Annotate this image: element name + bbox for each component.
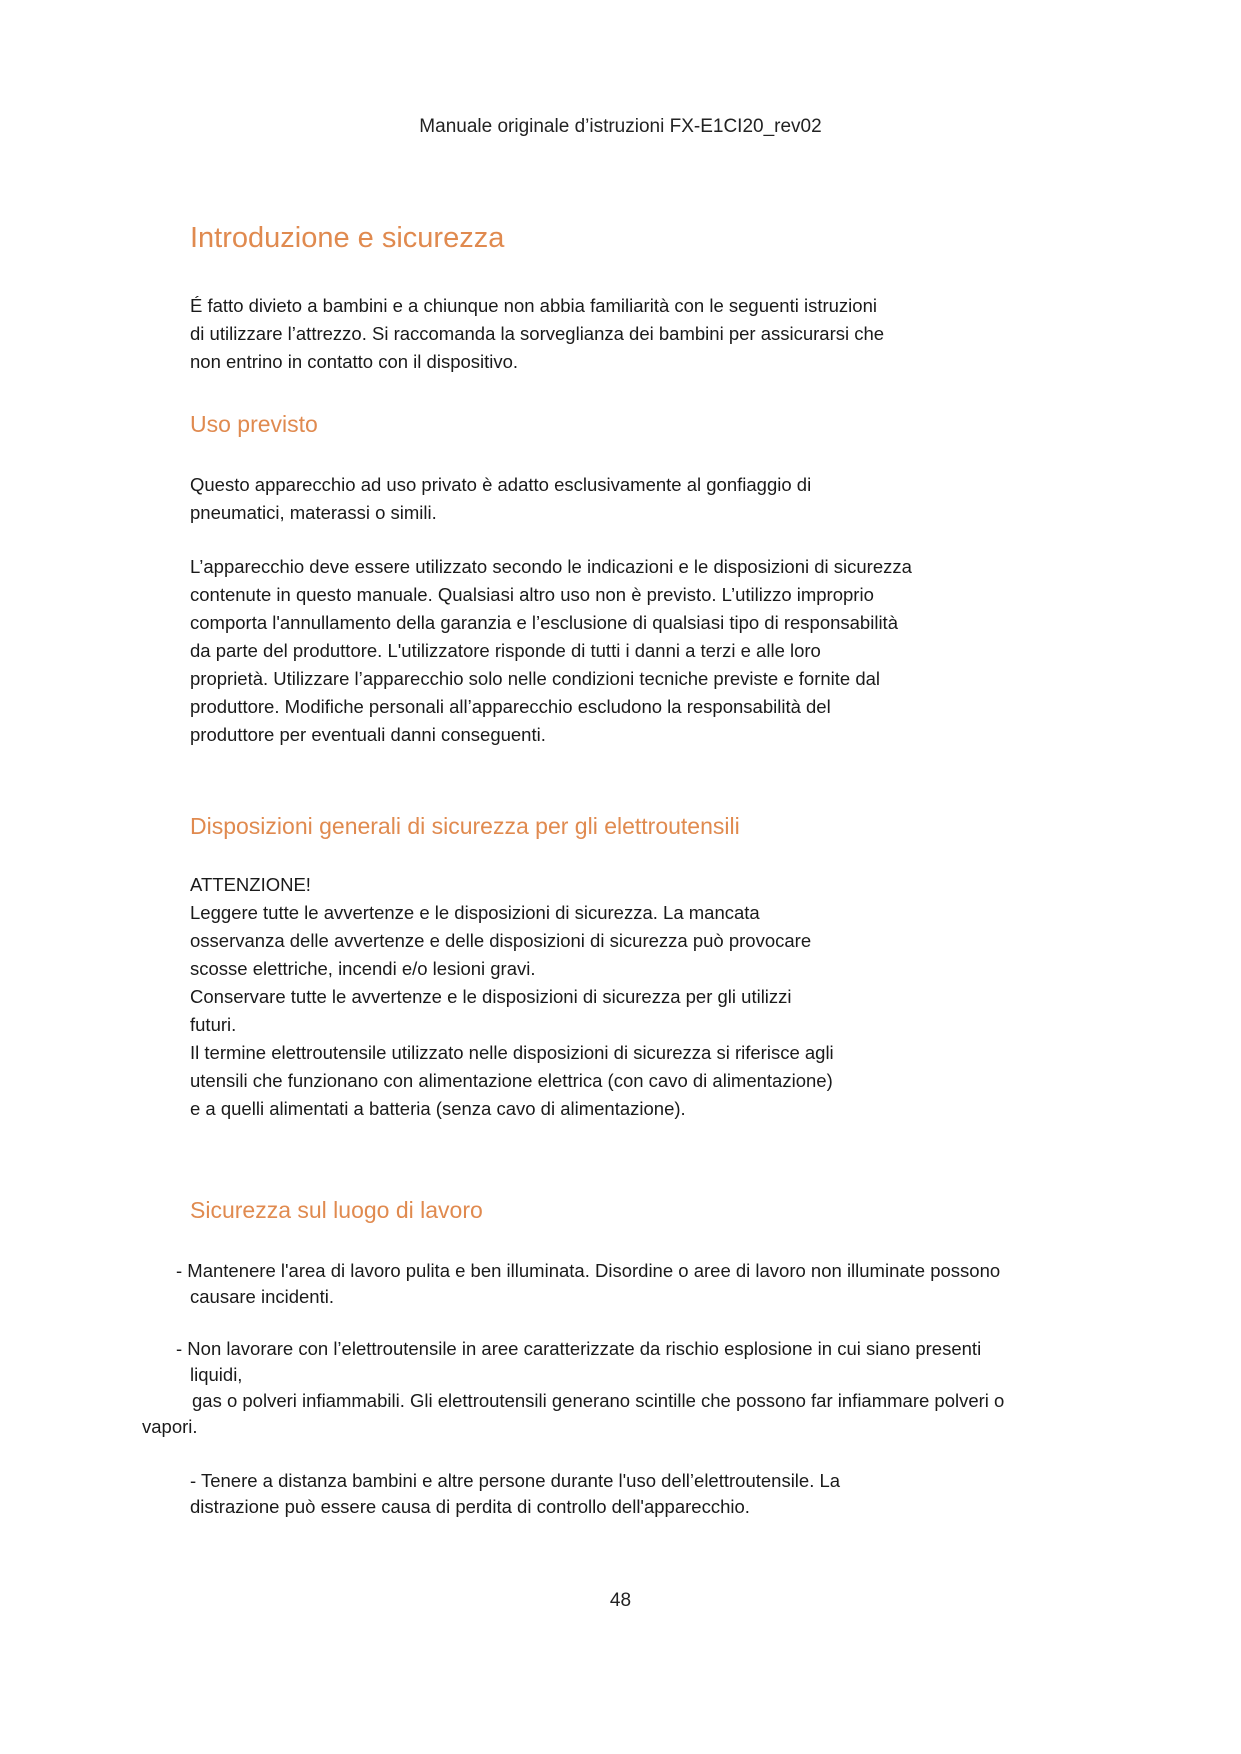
bullet-line: gas o polveri infiammabili. Gli elettroutensili generano scintille che possono far infiammare polveri o xyxy=(192,1390,1005,1411)
section-heading-luogo: Sicurezza sul luogo di lavoro xyxy=(190,1197,483,1223)
text-line: produttore per eventuali danni conseguenti. xyxy=(190,724,546,745)
text-line: osservanza delle avvertenze e delle disposizioni di sicurezza può provocare xyxy=(190,930,812,951)
text-line: produttore. Modifiche personali all’apparecchio escludono la responsabilità del xyxy=(190,696,831,717)
bullet-line: - Tenere a distanza bambini e altre persone durante l'uso dell’elettroutensile. La xyxy=(190,1470,841,1491)
bullet-line: - Non lavorare con l’elettroutensile in aree caratterizzate da rischio esplosione in cui siano presenti xyxy=(176,1338,982,1359)
section-heading-intro: Introduzione e sicurezza xyxy=(190,222,505,254)
section-heading-disposizioni: Disposizioni generali di sicurezza per gli elettroutensili xyxy=(190,813,740,839)
bullet-item xyxy=(176,1258,1176,1310)
page-number: 48 xyxy=(609,1590,632,1611)
text-line: Conservare tutte le avvertenze e le disposizioni di sicurezza per gli utilizzi xyxy=(190,986,792,1007)
text-line: Questo apparecchio ad uso privato è adatto esclusivamente al gonfiaggio di xyxy=(190,474,812,495)
uso-paragraph-1 xyxy=(190,471,1010,527)
disposizioni-paragraph xyxy=(190,871,1010,1123)
section-heading-uso: Uso previsto xyxy=(190,411,318,437)
text-line: e a quelli alimentati a batteria (senza cavo di alimentazione). xyxy=(190,1098,686,1119)
intro-paragraph xyxy=(190,292,1010,376)
text-line: futuri. xyxy=(190,1014,237,1035)
bullet-line: vapori. xyxy=(142,1416,198,1437)
text-line: É fatto divieto a bambini e a chiunque non abbia familiarità con le seguenti istruzioni xyxy=(190,295,877,316)
bullet-line: - Mantenere l'area di lavoro pulita e ben illuminata. Disordine o aree di lavoro non illuminate possono xyxy=(176,1260,1001,1281)
bullet-line: causare incidenti. xyxy=(190,1286,334,1307)
text-line: comporta l'annullamento della garanzia e l’esclusione di qualsiasi tipo di responsabilità xyxy=(190,612,898,633)
bullet-item xyxy=(142,1336,1176,1440)
page-header: Manuale originale d’istruzioni FX-E1CI20_rev02 xyxy=(419,116,822,137)
text-line: proprietà. Utilizzare l’apparecchio solo nelle condizioni tecniche previste e fornite dal xyxy=(190,668,881,689)
warning-label: ATTENZIONE! xyxy=(190,874,311,895)
bullet-item xyxy=(190,1468,1190,1520)
bullet-line: distrazione può essere causa di perdita di controllo dell'apparecchio. xyxy=(190,1496,750,1517)
text-line: di utilizzare l’attrezzo. Si raccomanda la sorveglianza dei bambini per assicurarsi che xyxy=(190,323,885,344)
text-line: non entrino in contatto con il dispositivo. xyxy=(190,351,519,372)
text-line: pneumatici, materassi o simili. xyxy=(190,502,437,523)
text-line: da parte del produttore. L'utilizzatore risponde di tutti i danni a terzi e alle loro xyxy=(190,640,821,661)
text-line: utensili che funzionano con alimentazione elettrica (con cavo di alimentazione) xyxy=(190,1070,833,1091)
text-line: scosse elettriche, incendi e/o lesioni gravi. xyxy=(190,958,536,979)
uso-paragraph-2 xyxy=(190,553,1010,749)
text-line: Il termine elettroutensile utilizzato nelle disposizioni di sicurezza si riferisce agli xyxy=(190,1042,834,1063)
text-line: L’apparecchio deve essere utilizzato secondo le indicazioni e le disposizioni di sicurezza xyxy=(190,556,912,577)
text-line: Leggere tutte le avvertenze e le disposizioni di sicurezza. La mancata xyxy=(190,902,760,923)
text-line: contenute in questo manuale. Qualsiasi altro uso non è previsto. L’utilizzo improprio xyxy=(190,584,874,605)
bullet-line: liquidi, xyxy=(190,1364,243,1385)
